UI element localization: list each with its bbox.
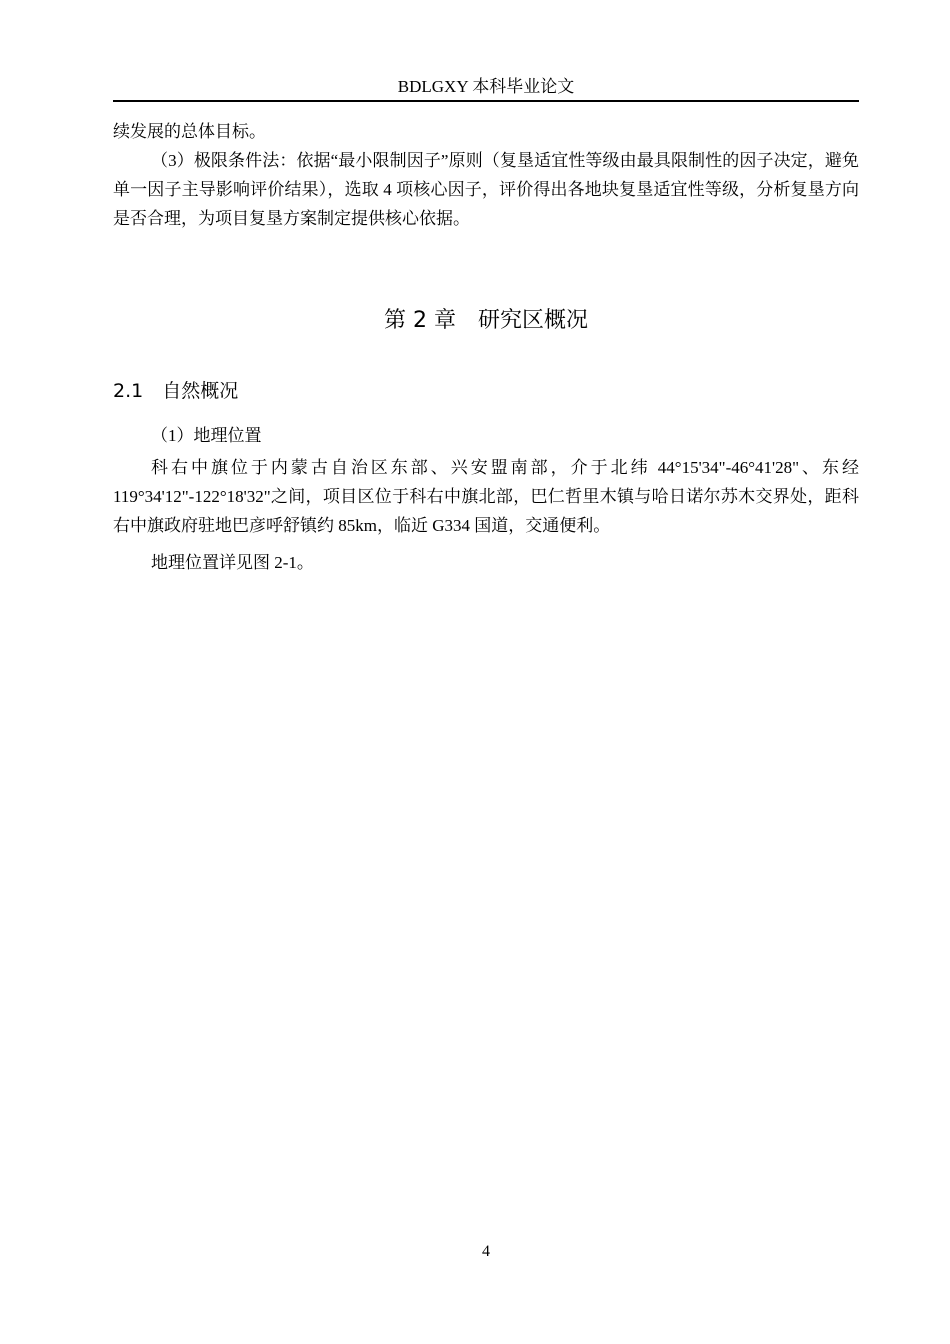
page-header: BDLGXY 本科毕业论文 xyxy=(397,77,575,96)
header-rule xyxy=(113,100,859,102)
location-paragraph: 科右中旗位于内蒙古自治区东部、兴安盟南部，介于北纬 44°15'34"-46°41'28"、东经 119°34'12"-122°18'32"之间，项目区位于科右中旗北部，巴仁哲里木镇与哈日诺尔苏木交界处，距科右中旗政府驻地巴彦呼舒镇约 85km，临近 G334 国道，交通便利。 xyxy=(113,458,859,535)
figure-reference: 地理位置详见图 2-1。 xyxy=(151,553,314,572)
continuation-paragraph: 续发展的总体目标。 xyxy=(113,122,266,141)
page-number: 4 xyxy=(482,1243,490,1260)
limit-method-paragraph: （3）极限条件法：依据“最小限制因子”原则（复垦适宜性等级由最具限制性的因子决定，避免单一因子主导影响评价结果），选取 4 项核心因子，评价得出各地块复垦适宜性等级，分析复垦方向是否合理，为项目复垦方案制定提供核心依据。 xyxy=(113,151,859,228)
chapter-title: 第 2 章 研究区概况 xyxy=(384,308,588,333)
section-title: 2.1 自然概况 xyxy=(113,380,239,402)
location-heading: （1）地理位置 xyxy=(151,426,262,445)
